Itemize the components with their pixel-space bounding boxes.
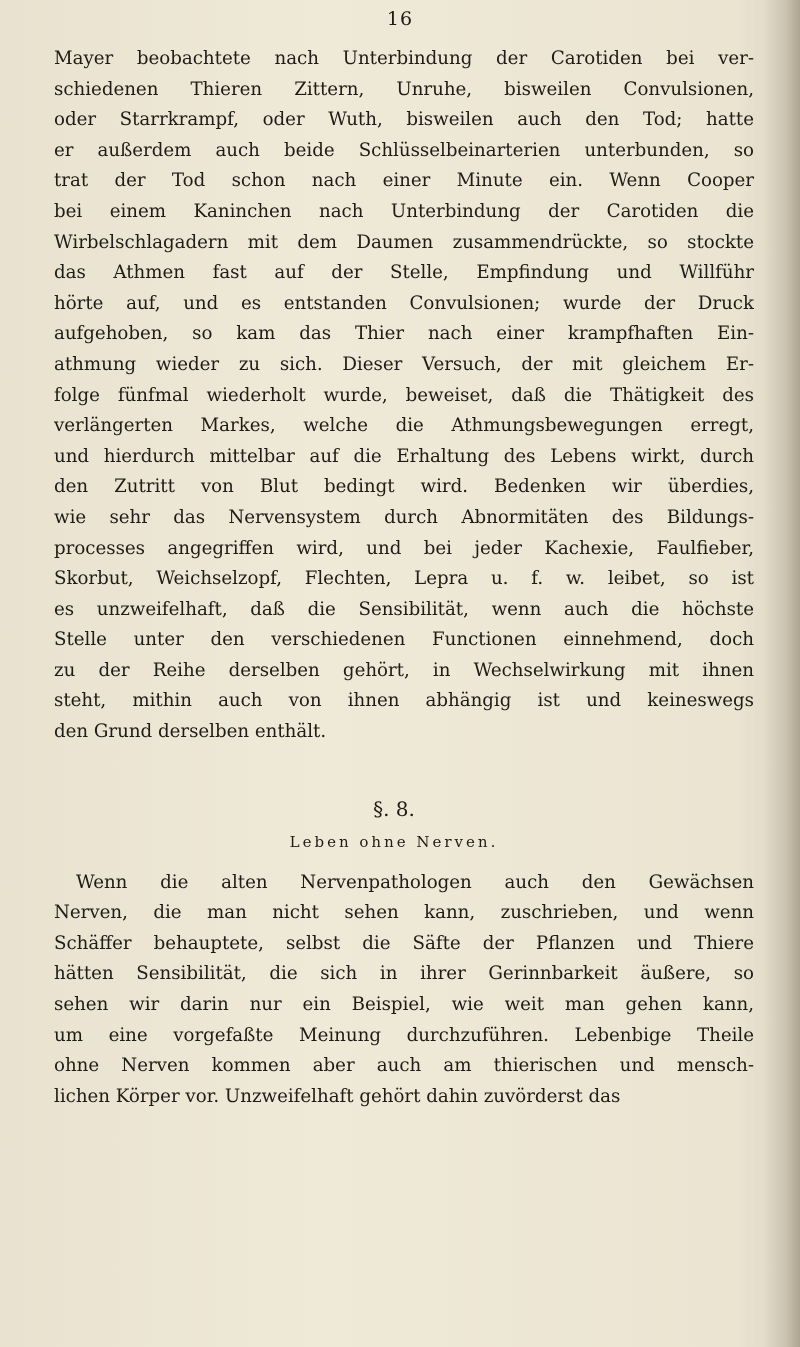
- text-line: steht, mithin auch von ihnen abhängig ist und keineswegs: [54, 690, 754, 712]
- text-line: um eine vorgefaßte Meinung durchzuführen. Lebenbige Theile: [54, 1024, 754, 1046]
- text-line: Schäffer behauptete, selbst die Säfte der Pflanzen und Thiere: [54, 932, 754, 954]
- text-line: schiedenen Thieren Zittern, Unruhe, bisweilen Convulsionen,: [54, 78, 754, 100]
- page-number: 16: [386, 8, 414, 30]
- text-line: trat der Tod schon nach einer Minute ein. Wenn Cooper: [54, 170, 754, 192]
- text-line: aufgehoben, so kam das Thier nach einer krampfhaften Ein-: [54, 323, 754, 345]
- text-line: er außerdem auch beide Schlüsselbeinarterien unterbunden, so: [54, 139, 754, 161]
- text-line: Mayer beobachtete nach Unterbindung der Carotiden bei ver-: [54, 48, 754, 69]
- text-line: Stelle unter den verschiedenen Functionen einnehmend, doch: [54, 629, 754, 651]
- text-line: hätten Sensibilität, die sich in ihrer Gerinnbarkeit äußere, so: [54, 963, 754, 985]
- text-block: [54, 44, 754, 1112]
- text-line: ohne Nerven kommen aber auch am thierischen und mensch-: [54, 1055, 754, 1077]
- text-line: oder Starrkrampf, oder Wuth, bisweilen auch den Tod; hatte: [54, 109, 754, 131]
- text-line: Skorbut, Weichselzopf, Flechten, Lepra u. f. w. leibet, so ist: [54, 568, 754, 590]
- text-line: Nerven, die man nicht sehen kann, zuschrieben, und wenn: [54, 902, 754, 924]
- section-number: §. 8.: [373, 796, 415, 821]
- text-line: den Zutritt von Blut bedingt wird. Bedenken wir überdies,: [54, 476, 754, 498]
- text-line: hörte auf, und es entstanden Convulsionen; wurde der Druck: [54, 292, 754, 314]
- text-line: das Athmen fast auf der Stelle, Empfindung und Willführ: [54, 262, 754, 284]
- page-edge-shadow: [764, 0, 800, 1347]
- text-line: Wenn die alten Nervenpathologen auch den Gewächsen: [76, 871, 754, 893]
- text-line: verlängerten Markes, welche die Athmungsbewegungen erregt,: [54, 415, 754, 437]
- text-line: Wirbelschlagadern mit dem Daumen zusammendrückte, so stockte: [54, 231, 754, 253]
- text-line: zu der Reihe derselben gehört, in Wechselwirkung mit ihnen: [54, 659, 754, 681]
- text-line: folge fünfmal wiederholt wurde, beweiset, daß die Thätigkeit des: [54, 384, 754, 406]
- text-line: lichen Körper vor. Unzweifelhaft gehört dahin zuvörderst das: [54, 1085, 621, 1107]
- text-line: athmung wieder zu sich. Dieser Versuch, der mit gleichem Er-: [54, 353, 754, 375]
- section-title: Leben ohne Nerven.: [289, 832, 499, 851]
- text-line: und hierdurch mittelbar auf die Erhaltung des Lebens wirkt, durch: [54, 445, 754, 467]
- text-line: bei einem Kaninchen nach Unterbindung der Carotiden die: [54, 200, 754, 222]
- paragraph-1: [54, 44, 754, 748]
- spacer: [54, 858, 754, 868]
- text-line: wie sehr das Nervensystem durch Abnormitäten des Bildungs-: [54, 506, 754, 528]
- text-line: es unzweifelhaft, daß die Sensibilität, wenn auch die höchste: [54, 598, 754, 620]
- text-line: den Grund derselben enthält.: [54, 721, 327, 743]
- text-line: processes angegriffen wird, und bei jeder Kachexie, Faulfieber,: [54, 537, 754, 559]
- section-gap: [54, 748, 754, 792]
- text-line: sehen wir darin nur ein Beispiel, wie weit man gehen kann,: [54, 994, 754, 1016]
- paragraph-2: [54, 868, 754, 1113]
